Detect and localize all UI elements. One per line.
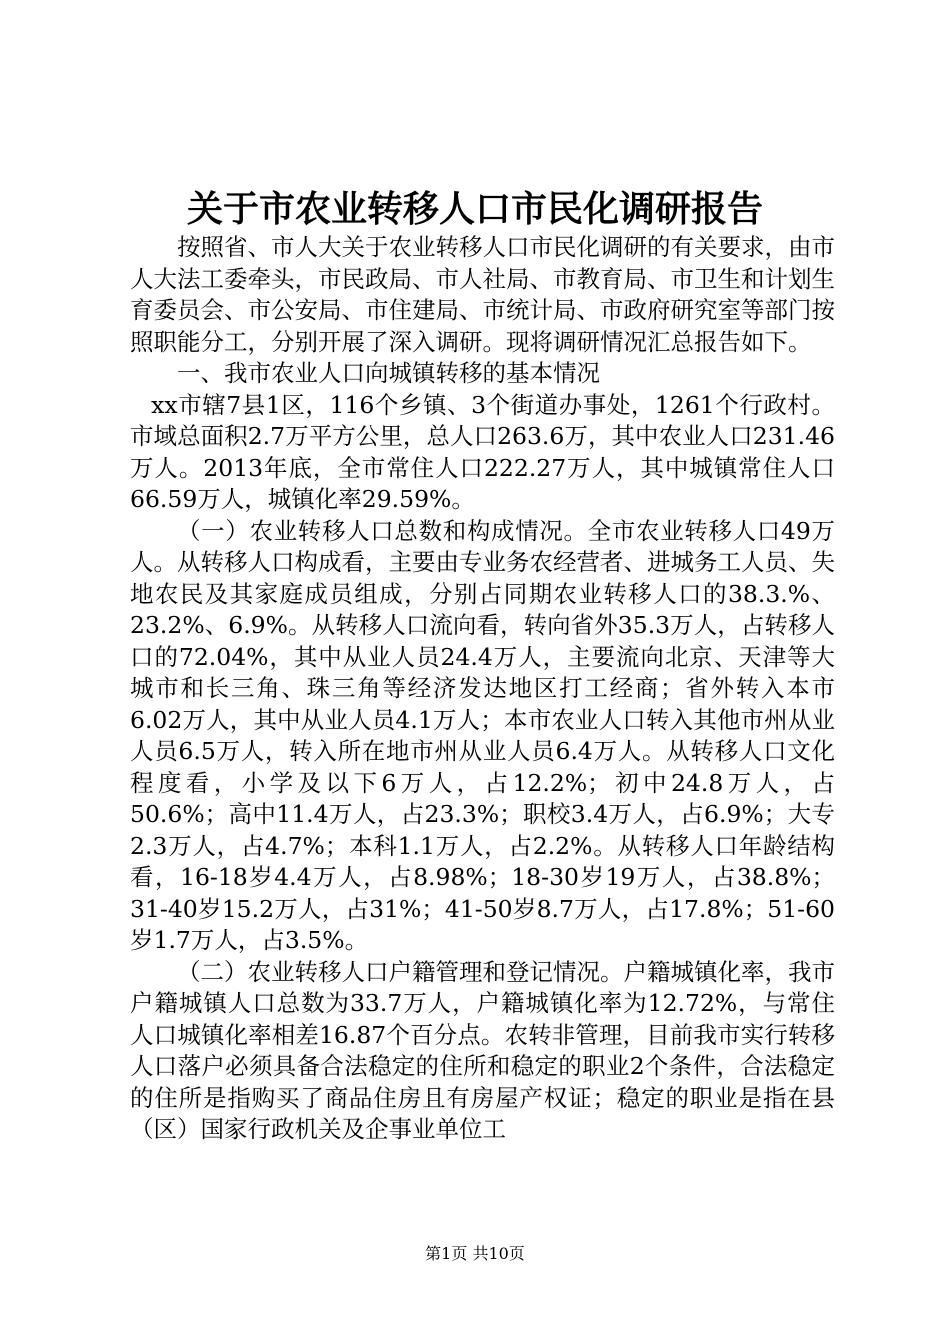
page-number-footer: 第1页 共10页: [425, 1244, 525, 1263]
document-body: [130, 232, 835, 1146]
document-title: 关于市农业转移人口市民化调研报告: [186, 188, 763, 230]
subsection-1-paragraph: （一）农业转移人口总数和构成情况。全市农业转移人口49万人。从转移人口构成看，主要由专业务农经营者、进城务工人员、失地农民及其家庭成员组成，分别占同期农业转移人口的38.3.%、23.2%、6.9%。从转移人口流向看，转向省外35.3万人，占转移人口的72.04%，其中从业人员24.4万人，主要流向北京、天津等大城市和长三角、珠三角等经济发达地区打工经商；省外转入本市6.02万人，其中从业人员4.1万人；本市农业人口转入其他市州从业人员6.5万人，转入所在地市州从业人员6.4万人。从转移人口文化程度看，小学及以下6万人，占12.2%；初中24.8万人，占50.6%；高中11.4万人，占23.3%；职校3.4万人，占6.9%；大专2.3万人，占4.7%；本科1.1万人，占2.2%。从转移人口年龄结构看，16-18岁4.4万人，占8.98%；18-30岁19万人，占38.8%；31-40岁15.2万人，占31%；41-50岁8.7万人，占17.8%；51-60岁1.7万人，占3.5%。: [130, 516, 835, 954]
subsection-2-paragraph: （二）农业转移人口户籍管理和登记情况。户籍城镇化率，我市户籍城镇人口总数为33.7万人，户籍城镇化率为12.72%，与常住人口城镇化率相差16.87个百分点。农转非管理，目前我市实行转移人口落户必须具备合法稳定的住所和稳定的职业2个条件，合法稳定的住所是指购买了商品住房且有房屋产权证；稳定的职业是指在县（区）国家行政机关及企事业单位工: [130, 957, 835, 1143]
overview-paragraph: xx市辖7县1区，116个乡镇、3个街道办事处，1261个行政村。市域总面积2.7万平方公里，总人口263.6万，其中农业人口231.46万人。2013年底，全市常住人口222.27万人，其中城镇常住人口66.59万人，城镇化率29.59%。: [130, 390, 835, 513]
intro-paragraph: 按照省、市人大关于农业转移人口市民化调研的有关要求，由市人大法工委牵头，市民政局、市人社局、市教育局、市卫生和计划生育委员会、市公安局、市住建局、市统计局、市政府研究室等部门按照职能分工，分别开展了深入调研。现将调研情况汇总报告如下。: [130, 233, 835, 356]
section-heading: 一、我市农业人口向城镇转移的基本情况: [177, 359, 600, 387]
